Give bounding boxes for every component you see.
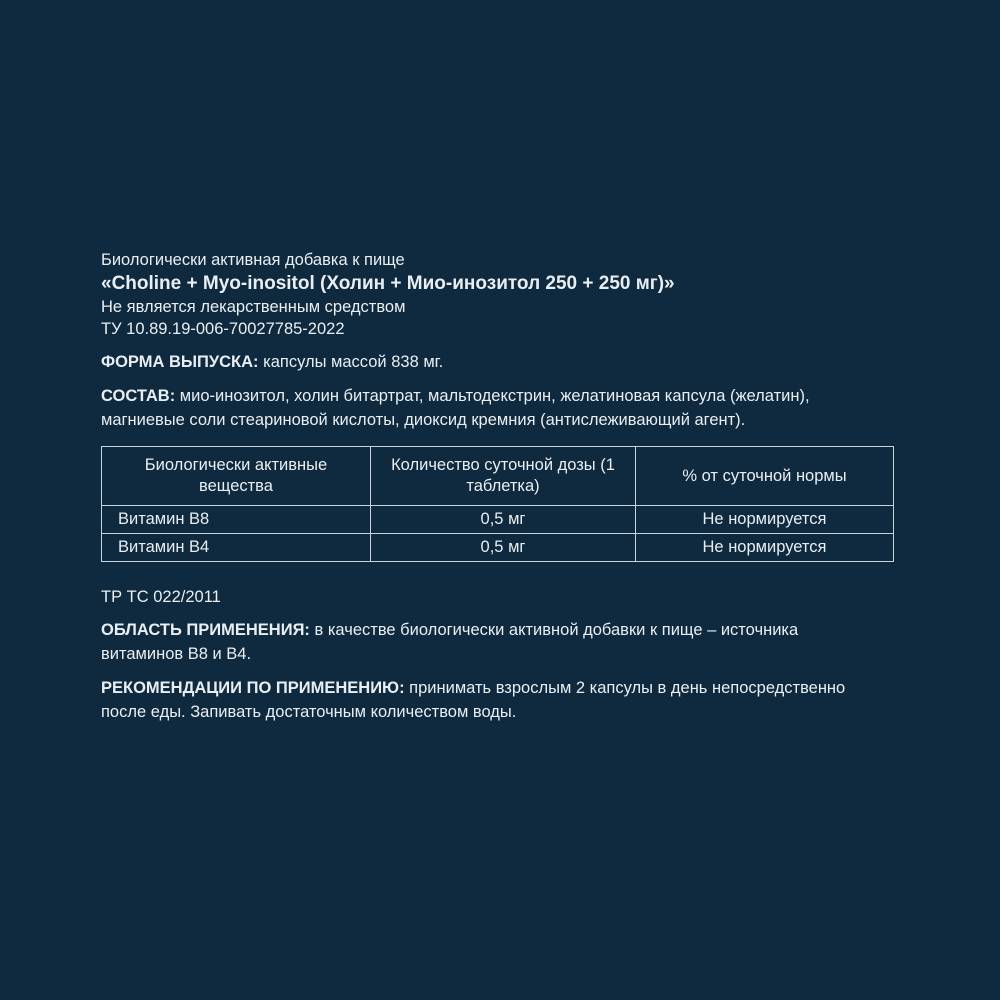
application-area bbox=[101, 618, 881, 666]
table-cell-dose: 0,5 мг bbox=[371, 506, 636, 534]
table-header-cell: % от суточной нормы bbox=[636, 447, 894, 506]
recommendations bbox=[101, 676, 881, 724]
table-cell-substance: Витамин В8 bbox=[102, 506, 371, 534]
release-form-label: ФОРМА ВЫПУСКА: bbox=[101, 353, 259, 371]
product-category: Биологически активная добавка к пище bbox=[101, 251, 405, 269]
tu-code: ТУ 10.89.19-006-70027785-2022 bbox=[101, 320, 345, 338]
table-row bbox=[102, 534, 894, 562]
recommendations-label: РЕКОМЕНДАЦИИ ПО ПРИМЕНЕНИЮ: bbox=[101, 679, 405, 697]
composition-text: мио-инозитол, холин битартрат, мальтодекстрин, желатиновая капсула (желатин), магниевые соли стеариновой кислоты, диоксид кремния (антислеживающий агент). bbox=[101, 387, 810, 429]
composition bbox=[101, 384, 881, 432]
composition-label: СОСТАВ: bbox=[101, 387, 176, 405]
table-cell-dose: 0,5 мг bbox=[371, 534, 636, 562]
release-form bbox=[101, 350, 901, 374]
table-row bbox=[102, 506, 894, 534]
table-header-cell: Количество суточной дозы (1 таблетка) bbox=[371, 447, 636, 506]
not-medicine-note: Не является лекарственным средством bbox=[101, 298, 406, 316]
application-text: в качестве биологически активной добавки к пище – источника витаминов В8 и В4. bbox=[101, 621, 799, 663]
release-form-text: капсулы массой 838 мг. bbox=[258, 353, 444, 371]
table-header-row bbox=[102, 447, 894, 506]
nutrition-table bbox=[101, 446, 894, 562]
tr-ts-code: ТР ТС 022/2011 bbox=[101, 588, 221, 606]
table-cell-substance: Витамин В4 bbox=[102, 534, 371, 562]
label-content bbox=[101, 249, 901, 724]
table-header-cell: Биологически активные вещества bbox=[102, 447, 371, 506]
application-label: ОБЛАСТЬ ПРИМЕНЕНИЯ: bbox=[101, 621, 310, 639]
table-cell-percent: Не нормируется bbox=[636, 534, 894, 562]
recommendations-text: принимать взрослым 2 капсулы в день непосредственно после еды. Запивать достаточным количеством воды. bbox=[101, 679, 846, 721]
table-cell-percent: Не нормируется bbox=[636, 506, 894, 534]
product-title: «Choline + Myo-inositol (Холин + Мио-инозитол 250 + 250 мг)» bbox=[101, 273, 675, 294]
